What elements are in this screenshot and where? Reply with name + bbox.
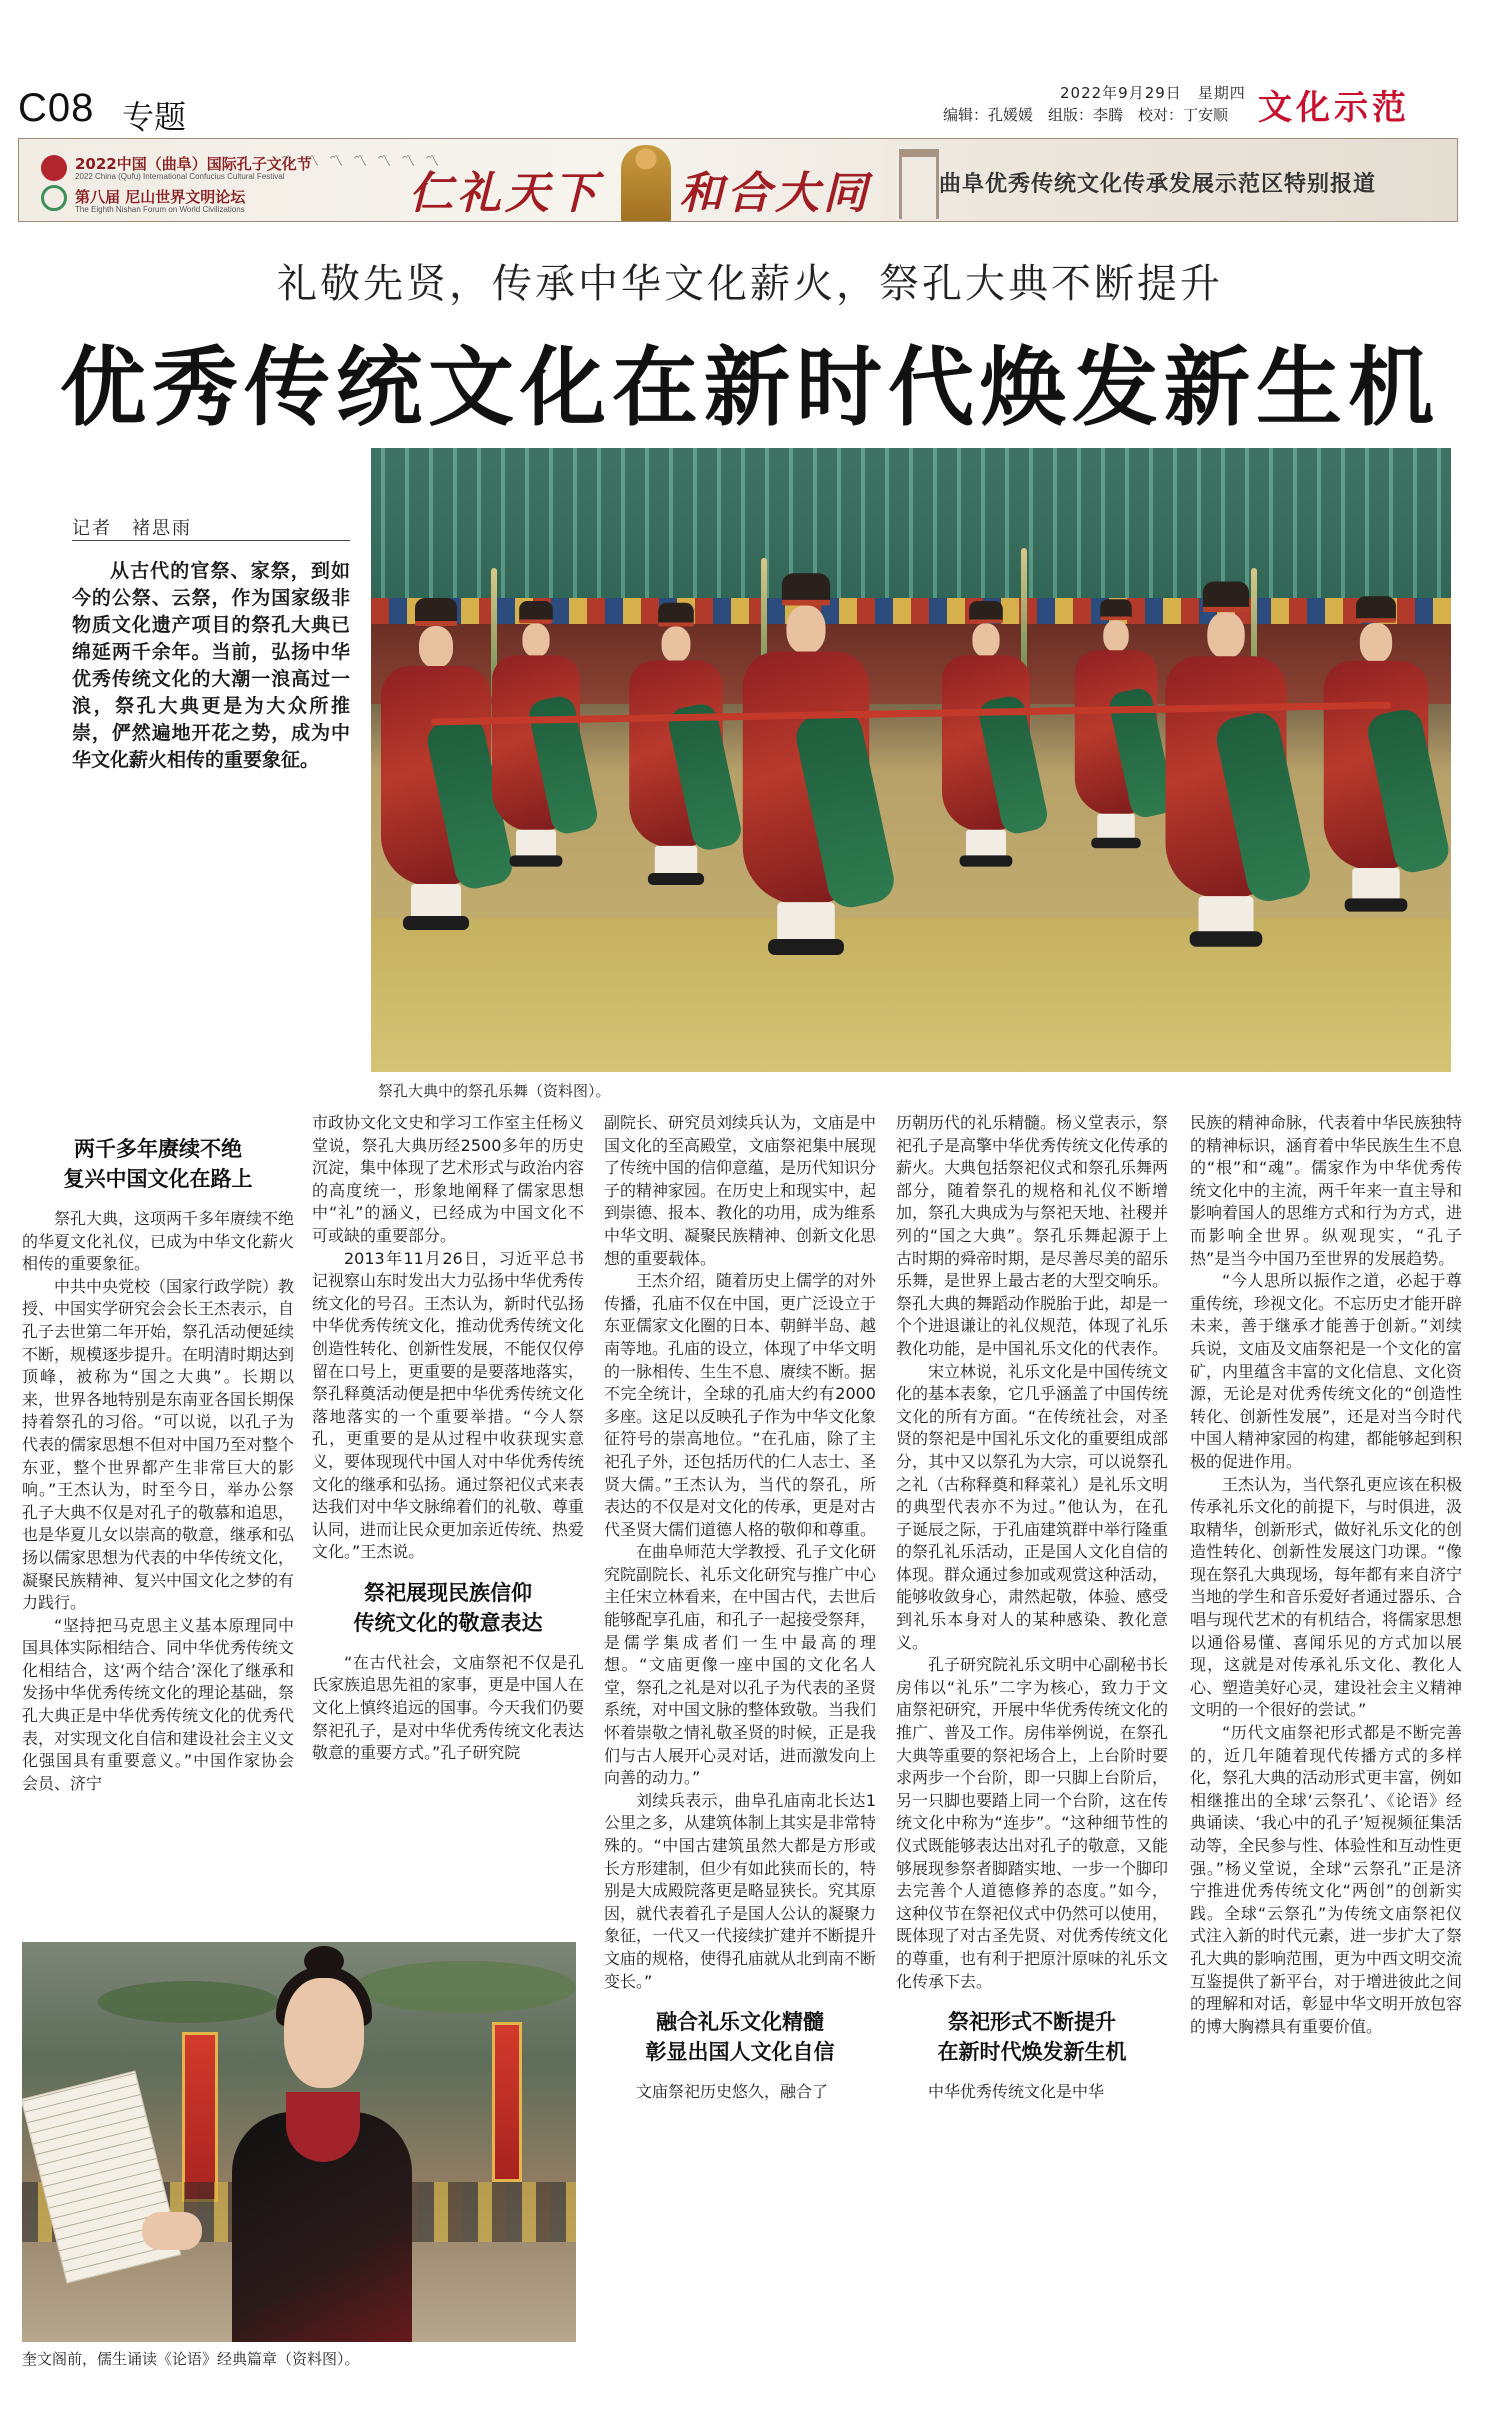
banner-slogan-right: 和合大同 [679, 168, 871, 219]
scholar-face [284, 1978, 364, 2088]
paragraph: 历朝历代的礼乐精髓。杨义堂表示，祭祀孔子是高擎中华优秀传统文化传承的薪火。大典包括祭祀仪式和祭孔乐舞两部分，随着祭孔的规格和礼仪不断增加，祭孔大典成为与祭祀天地、社稷并列的“国之大典”。祭孔乐舞起源于上古时期的舜帝时期，是尽善尽美的韶乐乐舞，是世界上最古老的大型交响乐。祭孔大典的舞蹈动作脱胎于此，却是一个个进退谦让的礼仪规范，体现了礼乐教化功能，是中国礼乐文化的代表作。 [896, 1113, 1169, 1358]
dancer-figure [942, 601, 1030, 865]
analects-scroll [22, 2071, 181, 2284]
dancer-figure [1166, 582, 1287, 945]
special-report-banner [18, 138, 1458, 222]
paragraph: 王杰介绍，随着历史上儒学的对外传播，孔庙不仅在中国，更广泛设立于东亚儒家文化圈的日本、朝鲜半岛、越南等地。孔庙的设立，体现了中华文明的一脉相传、生生不息、赓续不断。据不完全统计，全球的孔庙大约有2000多座。这足以反映孔子作为中华文化象征符号的崇高地位。“在孔庙，除了主祀孔子外，还包括历代的仁人志士、圣贤大儒。”王杰认为，当代的祭孔，所表达的不仅是对文化的传承，更是对古代圣贤大儒们道德人格的敬仰和尊重。 [604, 1271, 877, 1539]
section-subhead: 融合礼乐文化精髓 彰显出国人文化自信 [645, 2009, 835, 2065]
article-headline: 优秀传统文化在新时代焕发新生机 [60, 337, 1440, 438]
article-column-5 [1190, 1112, 1462, 2038]
banner-event-2: 第八届 尼山世界文明论坛 [75, 188, 246, 206]
red-banner [182, 2032, 218, 2202]
paragraph: “历代文庙祭祀形式都是不断完善的，近几年随着现代传播方式的多样化，祭孔大典的活动形式更丰富，例如相继推出的全球‘云祭孔’、《论语》经典诵读、‘我心中的孔子’短视频征集活动等，全民参与性、体验性和互动性更强。”杨义堂说，全球“云祭孔”正是济宁推进优秀传统文化“两创”的创新实践。全球“云祭孔”为传统文庙祭祀仪式注入新的时代元素，进一步扩大了祭孔大典的影响范围，更为中西文明交流互鉴提供了新平台，对于增进彼此之间的理解和对话，彰显中华文明开放包容的博大胸襟具有重要价值。 [1190, 1723, 1463, 2036]
article-column-2 [312, 1112, 584, 1765]
birds-decoration-icon: 〽〽〽〽〽〽〽 [281, 154, 449, 170]
paragraph: “坚持把马克思主义基本原理同中国具体实际相结合、同中华优秀传统文化相结合，这‘两个结合’深化了继承和发扬中华优秀传统文化的理论基础，祭孔大典正是中华优秀传统文化的优秀代表，对实现文化自信和建设社会主义文化强国具有重要意义。”中国作家协会会员、济宁 [22, 1615, 295, 1793]
paragraph: 宋立林说，礼乐文化是中国传统文化的基本表象，它几乎涵盖了中国传统文化的所有方面。“在传统社会，对圣贤的祭祀是中国礼乐文化的重要组成部分，其中又以祭孔为大宗，可以说祭孔之礼（古称释奠和释菜礼）是礼乐文明的典型代表亦不为过。”他认为，在孔子诞辰之际，于孔庙建筑群中举行隆重的祭孔礼乐活动，正是国人文化自信的体现。群众通过参加或观赏这种活动，能够收敛身心，肃然起敬，体验、感受到礼乐本身对人的某种感染、教化意义。 [896, 1361, 1169, 1652]
banner-event-2-en: The Eighth Nishan Forum on World Civilizations [75, 205, 245, 214]
forum-logo-icon [41, 185, 67, 211]
confucius-statue-icon [621, 145, 671, 222]
section-name: 专题 [122, 98, 187, 136]
paragraph: “在古代社会，文庙祭祀不仅是孔氏家族追思先祖的家事，更是中国人在文化上慎终追远的国事。今天我们仍要祭祀孔子，是对中华优秀传统文化表达敬意的重要方式。”孔子研究院 [312, 1652, 585, 1763]
banner-report-tag: 曲阜优秀传统文化传承发展示范区特别报道 [939, 172, 1377, 197]
temple-roof [371, 448, 1451, 608]
dancer-figure [381, 598, 491, 928]
article-lead: 从古代的官祭、家祭，到如今的公祭、云祭，作为国家级非物质文化遗产项目的祭孔大典已绵延两千余年。当前，弘扬中华优秀传统文化的大潮一浪高过一浪，祭孔大典更是为大众所推崇，俨然遍地开花之势，成为中华文化薪火相传的重要象征。 [72, 560, 350, 771]
paragraph: 中华优秀传统文化是中华 [928, 2082, 1105, 2102]
paragraph: 2013年11月26日，习近平总书记视察山东时发出大力弘扬中华优秀传统文化的号召。王杰认为，新时代弘扬中华优秀传统文化，推动优秀传统文化创造性转化、创新性发展，不能仅仅停留在口号上，更重要的是要落地落实，祭孔释奠活动便是把中华优秀传统文化落地落实的一个重要举措。“今人祭孔，更重要的是从过程中收获现实意义，要体现现代中国人对中华优秀传统文化的继承和弘扬。通过祭祀仪式来表达我们对中华文脉绵着们的礼敬、尊重认同，进而让民众更加亲近传统、热爱文化。”王杰说。 [312, 1248, 585, 1562]
section-subhead: 祭祀形式不断提升 在新时代焕发新生机 [937, 2009, 1127, 2065]
dancer-figure [492, 601, 580, 865]
courtyard-ground [371, 918, 1451, 1072]
dancer-figure [1324, 596, 1429, 910]
byline-divider [72, 540, 350, 541]
byline: 记者 褚思雨 [72, 518, 192, 539]
paragraph: 王杰认为，当代祭孔更应该在积极传承礼乐文化的前提下，与时俱进，汲取精华，创新形式，做好礼乐文化的创造性转化、创新性发展这门功课。“像现在祭孔大典现场，每年都有来自济宁当地的学生和音乐爱好者通过器乐、合唱与现代艺术的有机结合，将儒家思想以通俗易懂、喜闻乐见的方式加以展现，这就是对传承礼乐文化、教化人心、塑造美好心灵，建设社会主义精神文明的一个很好的尝试。” [1190, 1474, 1463, 1720]
scholar-hair-bun [304, 1946, 344, 1976]
section-subhead: 祭祀展现民族信仰 传统文化的敬意表达 [353, 1579, 543, 1635]
article-kicker: 礼敬先贤，传承中华文化薪火，祭孔大典不断提升 [277, 261, 1223, 307]
dancer-figure [743, 573, 870, 953]
festival-logo-icon [41, 155, 67, 181]
paragraph: 孔子研究院礼乐文明中心副秘书长房伟以“礼乐”二字为核心，致力于文庙祭祀研究，开展中华优秀传统文化的推广、普及工作。房伟举例说，在祭孔大典等重要的祭祀场合上，上台阶时要求两步一个台阶，即一只脚上台阶后，另一只脚也要踏上同一个台阶，这在传统文化中称为“连步”。“这种细节性的仪式既能够表达出对孔子的敬意，又能够展现参祭者脚踏实地、一步一个脚印去完善个人道德修养的态度。”如今，这种仪节在祭祀仪式中仍然可以使用，既体现了对古圣先贤、对优秀传统文化的尊重，也有利于把原汁原味的礼乐文化传承下去。 [896, 1655, 1169, 1991]
page-number: C08 [18, 86, 95, 130]
paper-title: 文化示范 [1258, 88, 1410, 128]
ceremony-dance-photo [371, 448, 1451, 1072]
paragraph: 刘续兵表示，曲阜孔庙南北长达1公里之多，从建筑体制上其实是非常特殊的。“中国古建筑虽然大都是方形或长方形建制，但少有如此狭而长的，特别是大成殿院落更是略显狭长。究其原因，就代表着孔子是国人公认的凝聚力象征，一代又一代接续扩建并不断提升文庙的规格，使得孔庙就从北到南不断变长。” [604, 1790, 877, 1991]
paragraph: “今人思所以振作之道，必起于尊重传统，珍视文化。不忘历史才能开辟未来，善于继承才能善于创新。”刘续兵说，文庙及文庙祭祀是一个文化的富矿，内里蕴含丰富的文化信息、文化资源，无论是对优秀传统文化的“创造性转化、创新性发展”，还是对当今时代中国人精神家园的构建，都能够起到积极的促进作用。 [1190, 1271, 1463, 1471]
recitation-photo [22, 1942, 576, 2342]
article-column-3 [604, 1112, 876, 2104]
photo-caption-bottom: 奎文阁前，儒生诵读《论语》经典篇章（资料图）。 [22, 2350, 360, 2368]
dancer-figure [629, 603, 723, 884]
paragraph: 祭孔大典，这项两千多年赓续不绝的华夏文化礼仪，已成为中华文化薪火相传的重要象征。 [22, 1209, 295, 1274]
issue-date: 2022年9月29日 星期四 [1060, 84, 1246, 102]
photo-caption-top: 祭孔大典中的祭孔乐舞（资料图）。 [378, 1082, 611, 1100]
article-column-4 [896, 1112, 1168, 2104]
red-banner [492, 2022, 522, 2182]
banner-event-1-en: 2022 China (Qufu) International Confucius Cultural Festival [75, 172, 285, 181]
banner-event-1: 2022中国（曲阜）国际孔子文化节 [75, 155, 312, 173]
banner-slogan-left: 仁礼天下 [409, 168, 601, 219]
paragraph: 副院长、研究员刘续兵认为，文庙是中国文化的至高殿堂，文庙祭祀集中展现了传统中国的信仰意蕴，是历代知识分子的精神家园。在历史上和现实中，起到崇德、报本、教化的功用，成为维系中华文明、凝聚民族精神、创新文化思想的重要载体。 [604, 1113, 877, 1268]
paragraph: 中共中央党校（国家行政学院）教授、中国实学研究会会长王杰表示，自孔子去世第二年开始，祭孔活动便延续不断，规模逐步提升。在明清时期达到顶峰，被称为“国之大典”。长期以来，世界各地特别是东南亚各国长期保持着祭孔的习俗。“可以说，以孔子为代表的儒家思想不但对中国乃至对整个东亚，整个世界都产生非常巨大的影响。”王杰认为，时至今日，举办公祭孔子大典不仅是对孔子的敬慕和追思，也是华夏儿女以崇高的敬意，继承和弘扬以儒家思想为代表的中华传统文化，凝聚民族精神、复兴中国文化之梦的有力践行。 [22, 1276, 295, 1613]
editor-credits: 编辑：孔媛媛 组版：李腾 校对：丁安顺 [943, 106, 1229, 124]
paragraph: 在曲阜师范大学教授、孔子文化研究院副院长、礼乐文化研究与推广中心主任宋立林看来，在中国古代，去世后能够配享孔庙，和孔子一起接受祭拜，是儒学集成者们一生中最高的理想。“文庙更像一座中国的文化名人堂，祭孔之礼是对以孔子为代表的圣贤系统，对中国文脉的整体致敬。当我们怀着崇敬之情礼敬圣贤的时候，正是我们与古人展开心灵对话，进而激发向上向善的动力。” [604, 1542, 877, 1788]
scholar-hand [142, 2212, 202, 2250]
paragraph: 民族的精神命脉，代表着中华民族独特的精神标识，涵育着中华民族生生不息的“根”和“魂”。儒家作为中华优秀传统文化中的主流，两千年来一直主导和影响着国人的思维方式和行为方式，进而影响全世界。纵观现实，“孔子热”是当今中国乃至世界的发展趋势。 [1190, 1113, 1463, 1268]
article-column-1 [22, 1120, 294, 1795]
paragraph: 市政协文化文史和学习工作室主任杨义堂说，祭孔大典历经2500多年的历史沉淀，集中体现了艺术形式与政治内容的高度统一，形象地阐释了儒家思想中“礼”的涵义，已经成为中国文化不可或缺的重要部分。 [312, 1113, 585, 1245]
archway-icon [899, 149, 939, 219]
section-subhead: 两千多年赓续不绝 复兴中国文化在路上 [63, 1136, 253, 1191]
paragraph: 文庙祭祀历史悠久，融合了 [636, 2082, 829, 2102]
dancer-figure [1075, 599, 1158, 847]
